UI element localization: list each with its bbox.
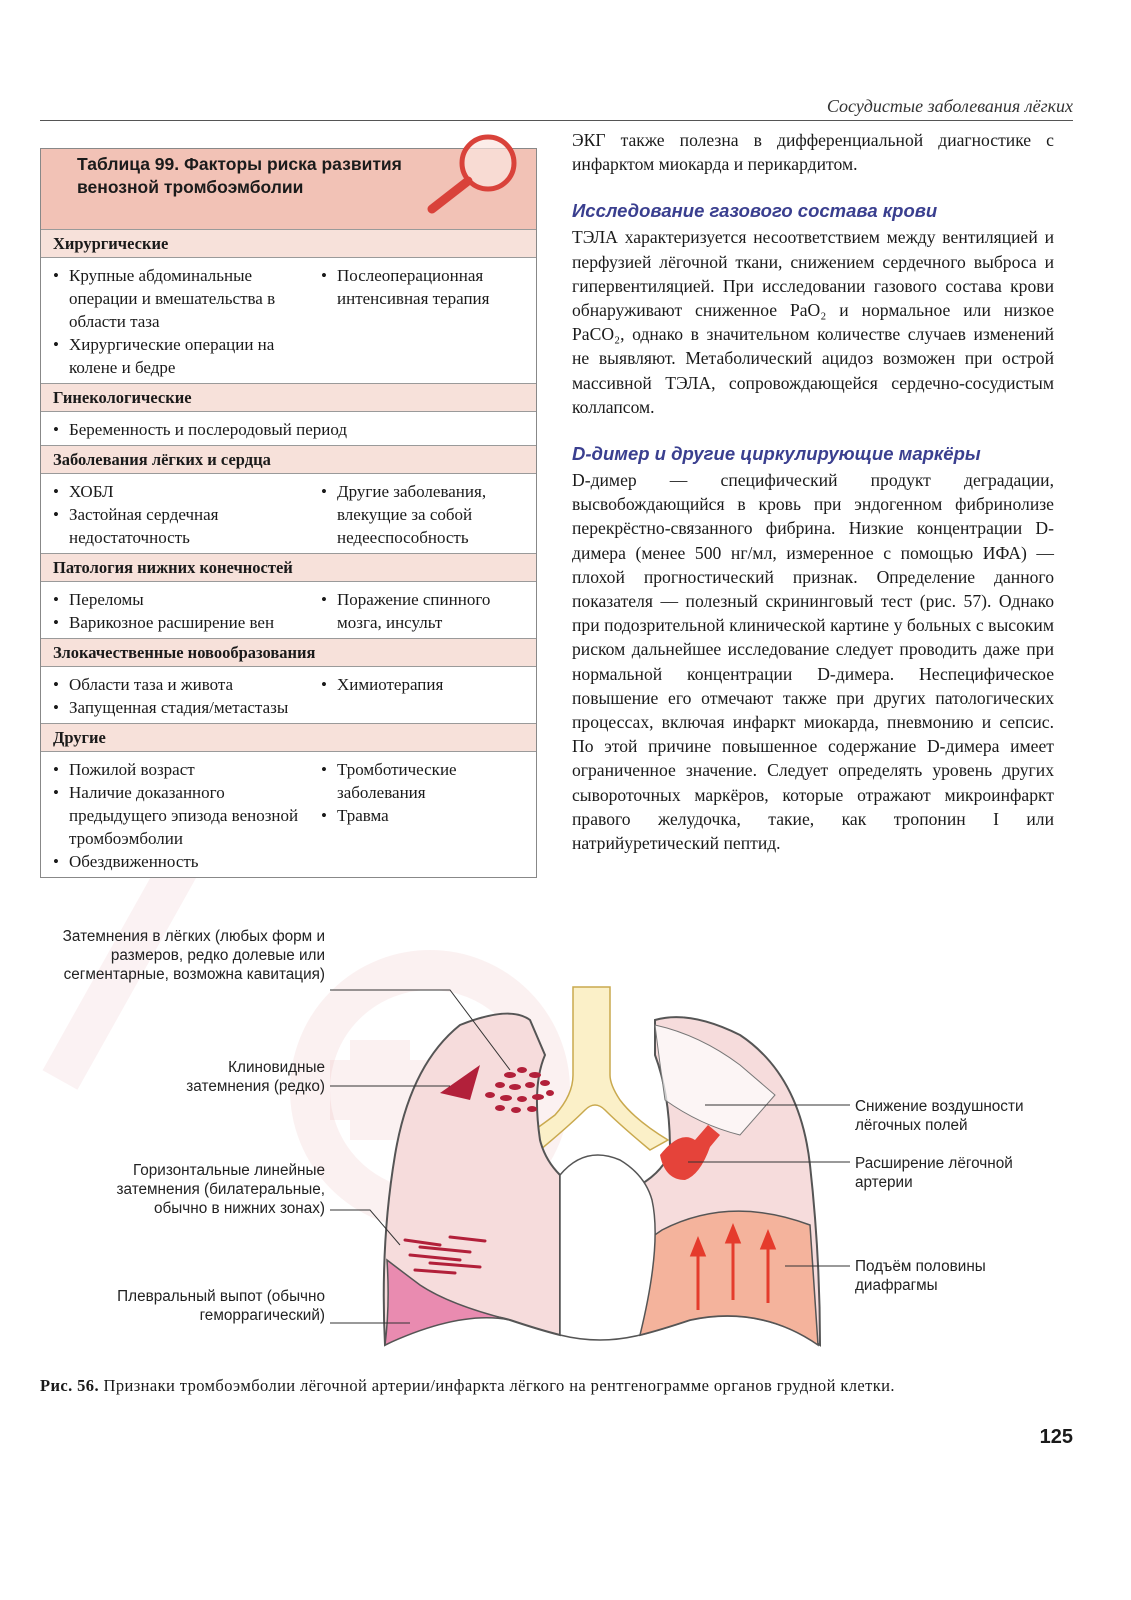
list-item: • ХОБЛ bbox=[51, 480, 319, 503]
section-heading: Патология нижних конечностей bbox=[41, 553, 536, 582]
section-heading: Гинекологические bbox=[41, 383, 536, 412]
label-lung-opacities: Затемнения в лёгких (любых форм и размеров, редко долевые или сегментарные, возможна кавитация) bbox=[62, 928, 325, 983]
list-item: • Послеоперационная интенсивная терапия bbox=[319, 264, 524, 310]
label-artery-enlargement: Расширение лёгочной артерии bbox=[855, 1155, 1013, 1191]
section-heading: Хирургические bbox=[41, 229, 536, 258]
section-body bbox=[41, 752, 536, 877]
table-title: Таблица 99. Факторы риска развития венозной тромбоэмболии bbox=[77, 154, 402, 197]
caption-text: Признаки тромбоэмболии лёгочной артерии/инфаркта лёгкого на рентгенограмме органов грудной клетки. bbox=[103, 1376, 895, 1395]
table-header bbox=[41, 149, 536, 229]
blood-gas-paragraph: ТЭЛА характеризуется несоответствием между вентиляцией и перфузией лёгочной ткани, снижением сердечного выброса и гипервентиляцией. При исследовании газового состава крови обнаруживают сниженное PaO₂ и нормальное или низкое PaCO₂, однако в значительном количестве случаев изменений не выявляют. Метаболический ацидоз возможен при острой массивной ТЭЛА, сопровождающейся сердечно-сосудистым коллапсом. bbox=[572, 227, 1054, 417]
list-item: • Области таза и живота bbox=[51, 673, 319, 696]
caption-ref: Рис. 56. bbox=[40, 1376, 99, 1395]
section-heading: Злокачественные новообразования bbox=[41, 638, 536, 667]
label-reduced-aeration: Снижение воздушности лёгочных полей bbox=[855, 1098, 1024, 1134]
list-item: • Беременность и послеродовый период bbox=[51, 418, 524, 441]
heading-d-dimer: D-димер и другие циркулирующие маркёры bbox=[572, 443, 981, 465]
magnifier-icon bbox=[418, 129, 528, 215]
section-heading: Другие bbox=[41, 723, 536, 752]
list-item: • Запущенная стадия/метастазы bbox=[51, 696, 319, 719]
list-item: • Травма bbox=[319, 804, 524, 827]
section-body bbox=[41, 582, 536, 638]
page-number: 125 bbox=[1039, 1426, 1073, 1448]
heading-blood-gas: Исследование газового состава крови bbox=[572, 200, 938, 222]
heart-silhouette bbox=[560, 1155, 655, 1340]
list-item: • Пожилой возраст bbox=[51, 758, 319, 781]
section-body bbox=[41, 667, 536, 723]
risk-factors-table bbox=[40, 148, 537, 878]
list-item: • Тромботические заболевания bbox=[319, 758, 524, 804]
label-pleural-effusion: Плевральный выпот (обычно геморрагический) bbox=[117, 1288, 325, 1324]
figure-caption bbox=[40, 1374, 1056, 1397]
section-body bbox=[41, 258, 536, 383]
list-item: • Крупные абдоминальные операции и вмешательства в области таза bbox=[51, 264, 319, 333]
section-body bbox=[41, 412, 536, 445]
raised-diaphragm bbox=[640, 1211, 818, 1345]
list-item: • Застойная сердечная недостаточность bbox=[51, 503, 319, 549]
list-item: • Наличие доказанного предыдущего эпизода венозной тромбоэмболии bbox=[51, 781, 319, 850]
list-item: • Другие заболевания, влекущие за собой недееспособность bbox=[319, 480, 524, 549]
list-item: • Обездвиженность bbox=[51, 850, 319, 873]
list-item: • Поражение спинного мозга, инсульт bbox=[319, 588, 524, 634]
list-item: • Переломы bbox=[51, 588, 319, 611]
section-body bbox=[41, 474, 536, 553]
section-heading: Заболевания лёгких и сердца bbox=[41, 445, 536, 474]
d-dimer-paragraph: D-димер — специфический продукт деградации, высвобождающийся в кровь при эндогенном фибринолизе перекрёстно-связанного фибрина. Низкие концентрации D-димера (менее 500 нг/мл, измеренное с помощью ИФА) — плохой прогностический признак. Определение данного показателя — полезный скрининговый тест (рис. 57). Однако при подозрительной клинической картине у больных с высоким риском дальнейшее исследование следует проводить даже при нормальной концентрации D-димера. Неспецифическое повышение его отмечают также при других патологических процессах, включая инфаркт миокарда, пневмонию и сепсис. По этой причине повышенное содержание D-димера имеет ограниченное значение. Следует определять уровень других сывороточных маркёров, которые отражают микроинфаркт правого желудочка, такие, как тропонин I или натрийуретический пептид. bbox=[572, 470, 1054, 854]
intro-paragraph: ЭКГ также полезна в дифференциальной диагностике с инфарктом миокарда и перикардитом. bbox=[572, 130, 1054, 175]
label-diaphragm-elevation: Подъём половины диафрагмы bbox=[855, 1258, 986, 1294]
list-item: • Варикозное расширение вен bbox=[51, 611, 319, 634]
body-text-column bbox=[572, 128, 1054, 855]
label-wedge-opacities: Клиновидные затемнения (редко) bbox=[186, 1059, 325, 1095]
list-item: • Хирургические операции на колене и бедре bbox=[51, 333, 319, 379]
list-item: • Химиотерапия bbox=[319, 673, 524, 696]
running-head: Сосудистые заболевания лёгких bbox=[40, 94, 1073, 121]
chest-xray-diagram bbox=[40, 925, 1080, 1365]
label-linear-opacities: Горизонтальные линейные затемнения (билатеральные, обычно в нижних зонах) bbox=[116, 1162, 325, 1217]
